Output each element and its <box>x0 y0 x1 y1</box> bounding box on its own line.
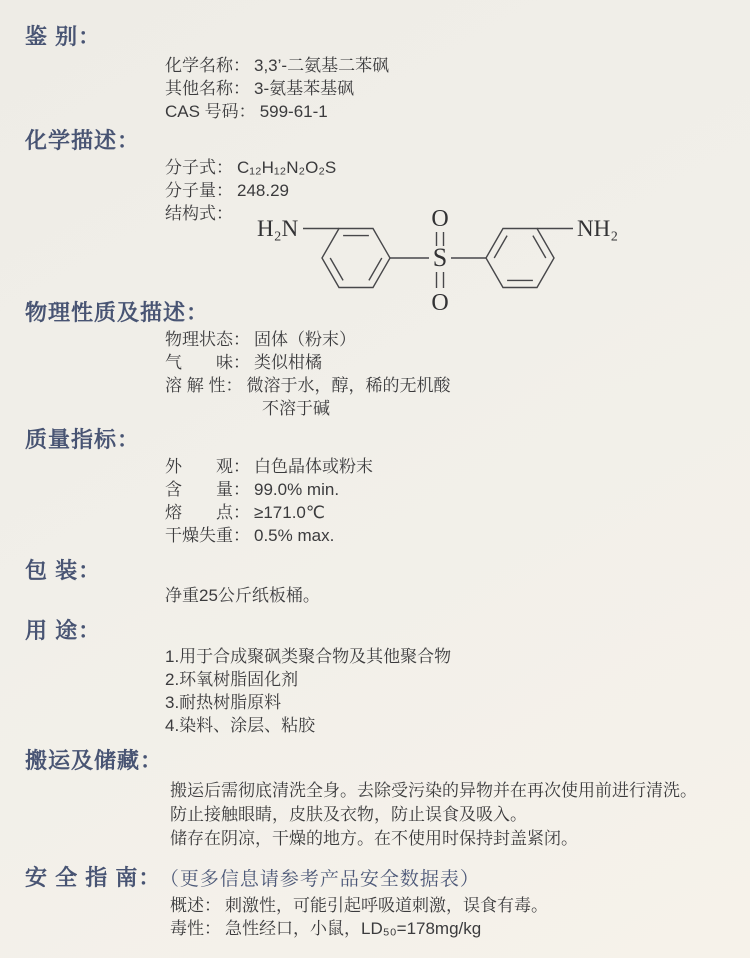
field-value: 固体（粉末） <box>254 330 356 349</box>
field-physical-state <box>165 328 740 351</box>
field-value: 白色晶体或粉末 <box>254 457 373 476</box>
field-value: 3-氨基苯基砜 <box>254 79 355 98</box>
uses-item-3: 3.耐热树脂原料 <box>165 693 282 712</box>
field-assay <box>165 478 740 501</box>
section-body-uses <box>165 645 740 737</box>
structure-right-amine-label: NH₂ <box>577 216 619 241</box>
field-loss-on-drying <box>165 524 740 547</box>
field-value: C₁₂H₁₂N₂O₂S <box>237 158 337 177</box>
uses-item-2: 2.环氧树脂固化剂 <box>165 670 299 689</box>
ring-left-double-bond <box>369 258 382 280</box>
uses-item-4: 4.染料、涂层、粘胶 <box>165 716 316 735</box>
section-title-quality-specs: 质量指标： <box>25 427 141 452</box>
field-label: CAS 号码： <box>165 102 256 121</box>
field-label: 毒性： <box>170 919 221 938</box>
field-label: 熔 点： <box>165 503 250 522</box>
section-title-physical-properties: 物理性质及描述： <box>25 300 210 325</box>
field-value: 248.29 <box>237 181 289 200</box>
field-label: 结构式： <box>165 204 233 223</box>
field-value: ≥171.0℃ <box>254 503 325 522</box>
benzene-ring-left <box>322 229 390 288</box>
ring-right-double-bond <box>494 236 507 258</box>
section-body-physical-properties <box>165 328 740 420</box>
field-value: 99.0% min. <box>254 480 340 499</box>
section-body-safety-guide <box>170 894 740 940</box>
section-title-identification: 鉴 别： <box>25 24 102 49</box>
ring-left-double-bond <box>330 258 343 280</box>
field-label: 其他名称： <box>165 79 250 98</box>
field-label: 概述： <box>170 896 221 915</box>
section-body-handling-storage <box>170 779 740 851</box>
field-solubility-continued <box>165 397 740 420</box>
handling-line-1: 搬运后需彻底清洗全身。去除受污染的异物并在再次使用前进行清洗。 <box>170 781 697 800</box>
section-safety-guide <box>25 864 740 938</box>
section-title-packaging: 包 装： <box>25 558 102 583</box>
field-label: 物理状态： <box>165 330 250 349</box>
uses-item-1: 1.用于合成聚砜类聚合物及其他聚合物 <box>165 647 452 666</box>
field-value: 类似柑橘 <box>254 353 322 372</box>
section-handling-storage <box>25 748 740 848</box>
field-value: 微溶于水，醇，稀的无机酸 <box>246 376 451 395</box>
field-chemical-name <box>165 54 740 77</box>
field-label: 分子式： <box>165 158 233 177</box>
packaging-text: 净重25公斤纸板桶。 <box>165 586 320 605</box>
section-physical-properties <box>25 300 740 418</box>
field-toxicity <box>170 917 740 940</box>
field-molecular-formula <box>165 156 740 179</box>
field-label: 含 量： <box>165 480 250 499</box>
field-label: 干燥失重： <box>165 526 250 545</box>
field-molecular-weight <box>165 179 740 202</box>
field-value: 刺激性，可能引起呼吸道刺激，误食有毒。 <box>225 896 548 915</box>
field-value: 599-61-1 <box>259 102 328 121</box>
safety-note: （更多信息请参考产品安全数据表） <box>169 869 480 890</box>
handling-line-3: 储存在阴凉，干燥的地方。在不使用时保持封盖紧闭。 <box>170 829 578 848</box>
field-label: 分子量： <box>165 181 233 200</box>
section-packaging <box>25 558 740 605</box>
section-body-identification <box>165 54 740 123</box>
structure-left-amine-label: H₂N <box>257 216 299 241</box>
section-title-handling-storage: 搬运及储藏： <box>25 748 164 773</box>
section-identification <box>25 24 740 121</box>
field-value: 急性经口，小鼠，LD₅₀=178mg/kg <box>225 919 482 938</box>
structure-oxygen-bottom-label: O <box>431 290 449 316</box>
section-body-packaging <box>165 584 740 607</box>
section-title-safety-guide: 安 全 指 南： <box>25 865 162 890</box>
field-appearance <box>165 455 740 478</box>
field-label: 溶 解 性： <box>165 376 243 395</box>
structure-sulfur-label: S <box>432 243 448 272</box>
field-cas-number <box>165 100 740 123</box>
section-uses <box>25 618 740 735</box>
section-title-uses: 用 途： <box>25 618 102 643</box>
section-body-quality-specs <box>165 455 740 547</box>
section-title-chemical-description: 化学描述： <box>25 128 141 153</box>
field-other-name <box>165 77 740 100</box>
benzene-ring-right <box>486 229 554 288</box>
field-odor <box>165 351 740 374</box>
structure-oxygen-top-label: O <box>431 206 449 232</box>
field-melting-point <box>165 501 740 524</box>
field-value: 不溶于碱 <box>262 399 330 418</box>
field-value: 3,3’-二氨基二苯砜 <box>254 56 390 75</box>
section-quality-specs <box>25 427 740 545</box>
handling-line-2: 防止接触眼睛，皮肤及衣物，防止误食及吸入。 <box>170 805 527 824</box>
field-value: 0.5% max. <box>254 526 335 545</box>
ring-right-double-bond <box>533 236 546 258</box>
safety-title-line <box>25 864 740 891</box>
field-label: 外 观： <box>165 457 250 476</box>
field-solubility <box>165 374 740 397</box>
field-label: 气 味： <box>165 353 250 372</box>
section-chemical-description <box>25 128 740 223</box>
field-safety-overview <box>170 894 740 917</box>
field-label: 化学名称： <box>165 56 250 75</box>
